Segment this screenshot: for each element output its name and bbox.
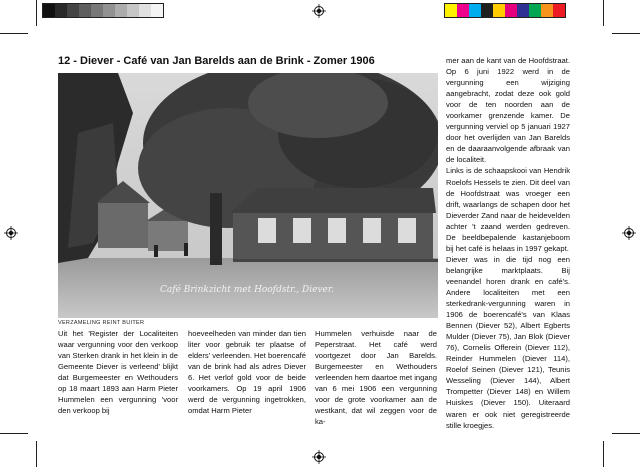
text-column-4 (446, 55, 570, 431)
paragraph: mer aan de kant van de Hoofdstraat. Op 6 juni 1922 werd in de vergunning een wijziging aangebracht, zodat deze ook gold voor de ten noorden aan de voorkamer grenzende kamer. De vergunning verviel op 5 januari 1927 door het overlijden van Jan Barelds en de daaraanvolgende afbraak van de localiteit. (446, 56, 570, 165)
calibration-swatch (43, 4, 55, 17)
calibration-swatch (115, 4, 127, 17)
registration-mark-top (312, 4, 326, 18)
crop-mark (603, 441, 604, 467)
calibration-swatch (91, 4, 103, 17)
crop-mark (612, 33, 640, 34)
photo-credit: VERZAMELING REINT BUITER (58, 320, 145, 326)
text-column-1 (58, 328, 178, 416)
photo-caption: Café Brinkzicht met Hoofdstr., Diever. (160, 285, 335, 295)
registration-mark-bottom (312, 450, 326, 464)
paragraph: Links is de schaapskooi van Hendrik Roelofs Hessels te zien. Dit deel van de Hoofdstraat was vroeger een drift, waarlangs de schapen door het Dieverder Zand naar de heidevelden achter 't zaand werden gedreven. De beeldbepalende kastanjeboom bij het café is helaas in 1997 gekapt. (446, 166, 570, 253)
calibration-swatch (541, 4, 553, 17)
calibration-swatch (505, 4, 517, 17)
calibration-swatch (127, 4, 139, 17)
calibration-swatch (55, 4, 67, 17)
crop-mark (0, 433, 28, 434)
registration-mark-left (4, 226, 18, 240)
calibration-swatch (493, 4, 505, 17)
calibration-swatch (529, 4, 541, 17)
crop-mark (36, 441, 37, 467)
calibration-swatch (79, 4, 91, 17)
historic-photo (58, 73, 438, 318)
calibration-swatch (139, 4, 151, 17)
crop-mark (36, 0, 37, 26)
calibration-swatch (457, 4, 469, 17)
grayscale-calibration-bar (42, 3, 164, 18)
calibration-swatch (445, 4, 457, 17)
text-column-3 (315, 328, 437, 427)
crop-mark (603, 0, 604, 26)
calibration-swatch (481, 4, 493, 17)
calibration-swatch (553, 4, 565, 17)
photo-illustration (58, 73, 438, 318)
calibration-swatch (67, 4, 79, 17)
paragraph: Diever was in die tijd nog een belangrijke marktplaats. Bij veenandel horen drank en café's. Andere localiteiten met een sterkedrank-vergunning waren in 1906 de boerencafé's van Klaas Bennen (Diever 52), Albert Egberts Mulder (Diever 75), Jan Blok (Diever 76), Cornelis Offerein (Diever 112), Reinder Hummelen (Diever 114), Roelof Seinen (Diever 121), Teunis Wesseling (Diever 144), Albert Trompetter (Diever 148) en Willem Huiskes (Diever 150). Uiteraard waren er ook niet geregistreerde stille kroegjes. (446, 254, 570, 430)
calibration-swatch (517, 4, 529, 17)
text-column-2 (188, 328, 306, 416)
calibration-swatch (151, 4, 163, 17)
registration-mark-right (622, 226, 636, 240)
calibration-swatch (103, 4, 115, 17)
crop-mark (612, 433, 640, 434)
article-title: 12 - Diever - Café van Jan Barelds aan de Brink - Zomer 1906 (58, 55, 375, 67)
paragraph: Hummelen verhuisde naar de Peperstraat. Het café werd voortgezet door Jan Barelds. Burgemeester en Wethouders verleenden hem daartoe met ingang van 6 mei 1906 een vergunning voor de grote voorkamer aan de westkant, dat wil zeggen voor de ka- (315, 329, 438, 427)
crop-mark (0, 33, 28, 34)
color-calibration-bar (444, 3, 566, 18)
paragraph: Uit het 'Register der Localiteiten waar vergunning voor den verkoop van Sterken drank in het klein in de Gemeente Diever is verleend' blijkt dat Burgemeester en Wethouders op 18 maart 1893 aan Harm Pieter Hummelen een vergunning 'voor den verkoop bij (58, 329, 178, 416)
calibration-swatch (469, 4, 481, 17)
paragraph: hoeveelheden van minder dan tien liter voor gebruik ter plaatse of elders' verleenden. Het boerencafé van de brink had als adres Diever 6. Het verlof gold voor de beide voorkamers. Op 19 april 1906 werd de vergunning ingetrokken, omdat Harm Pieter (188, 329, 306, 416)
